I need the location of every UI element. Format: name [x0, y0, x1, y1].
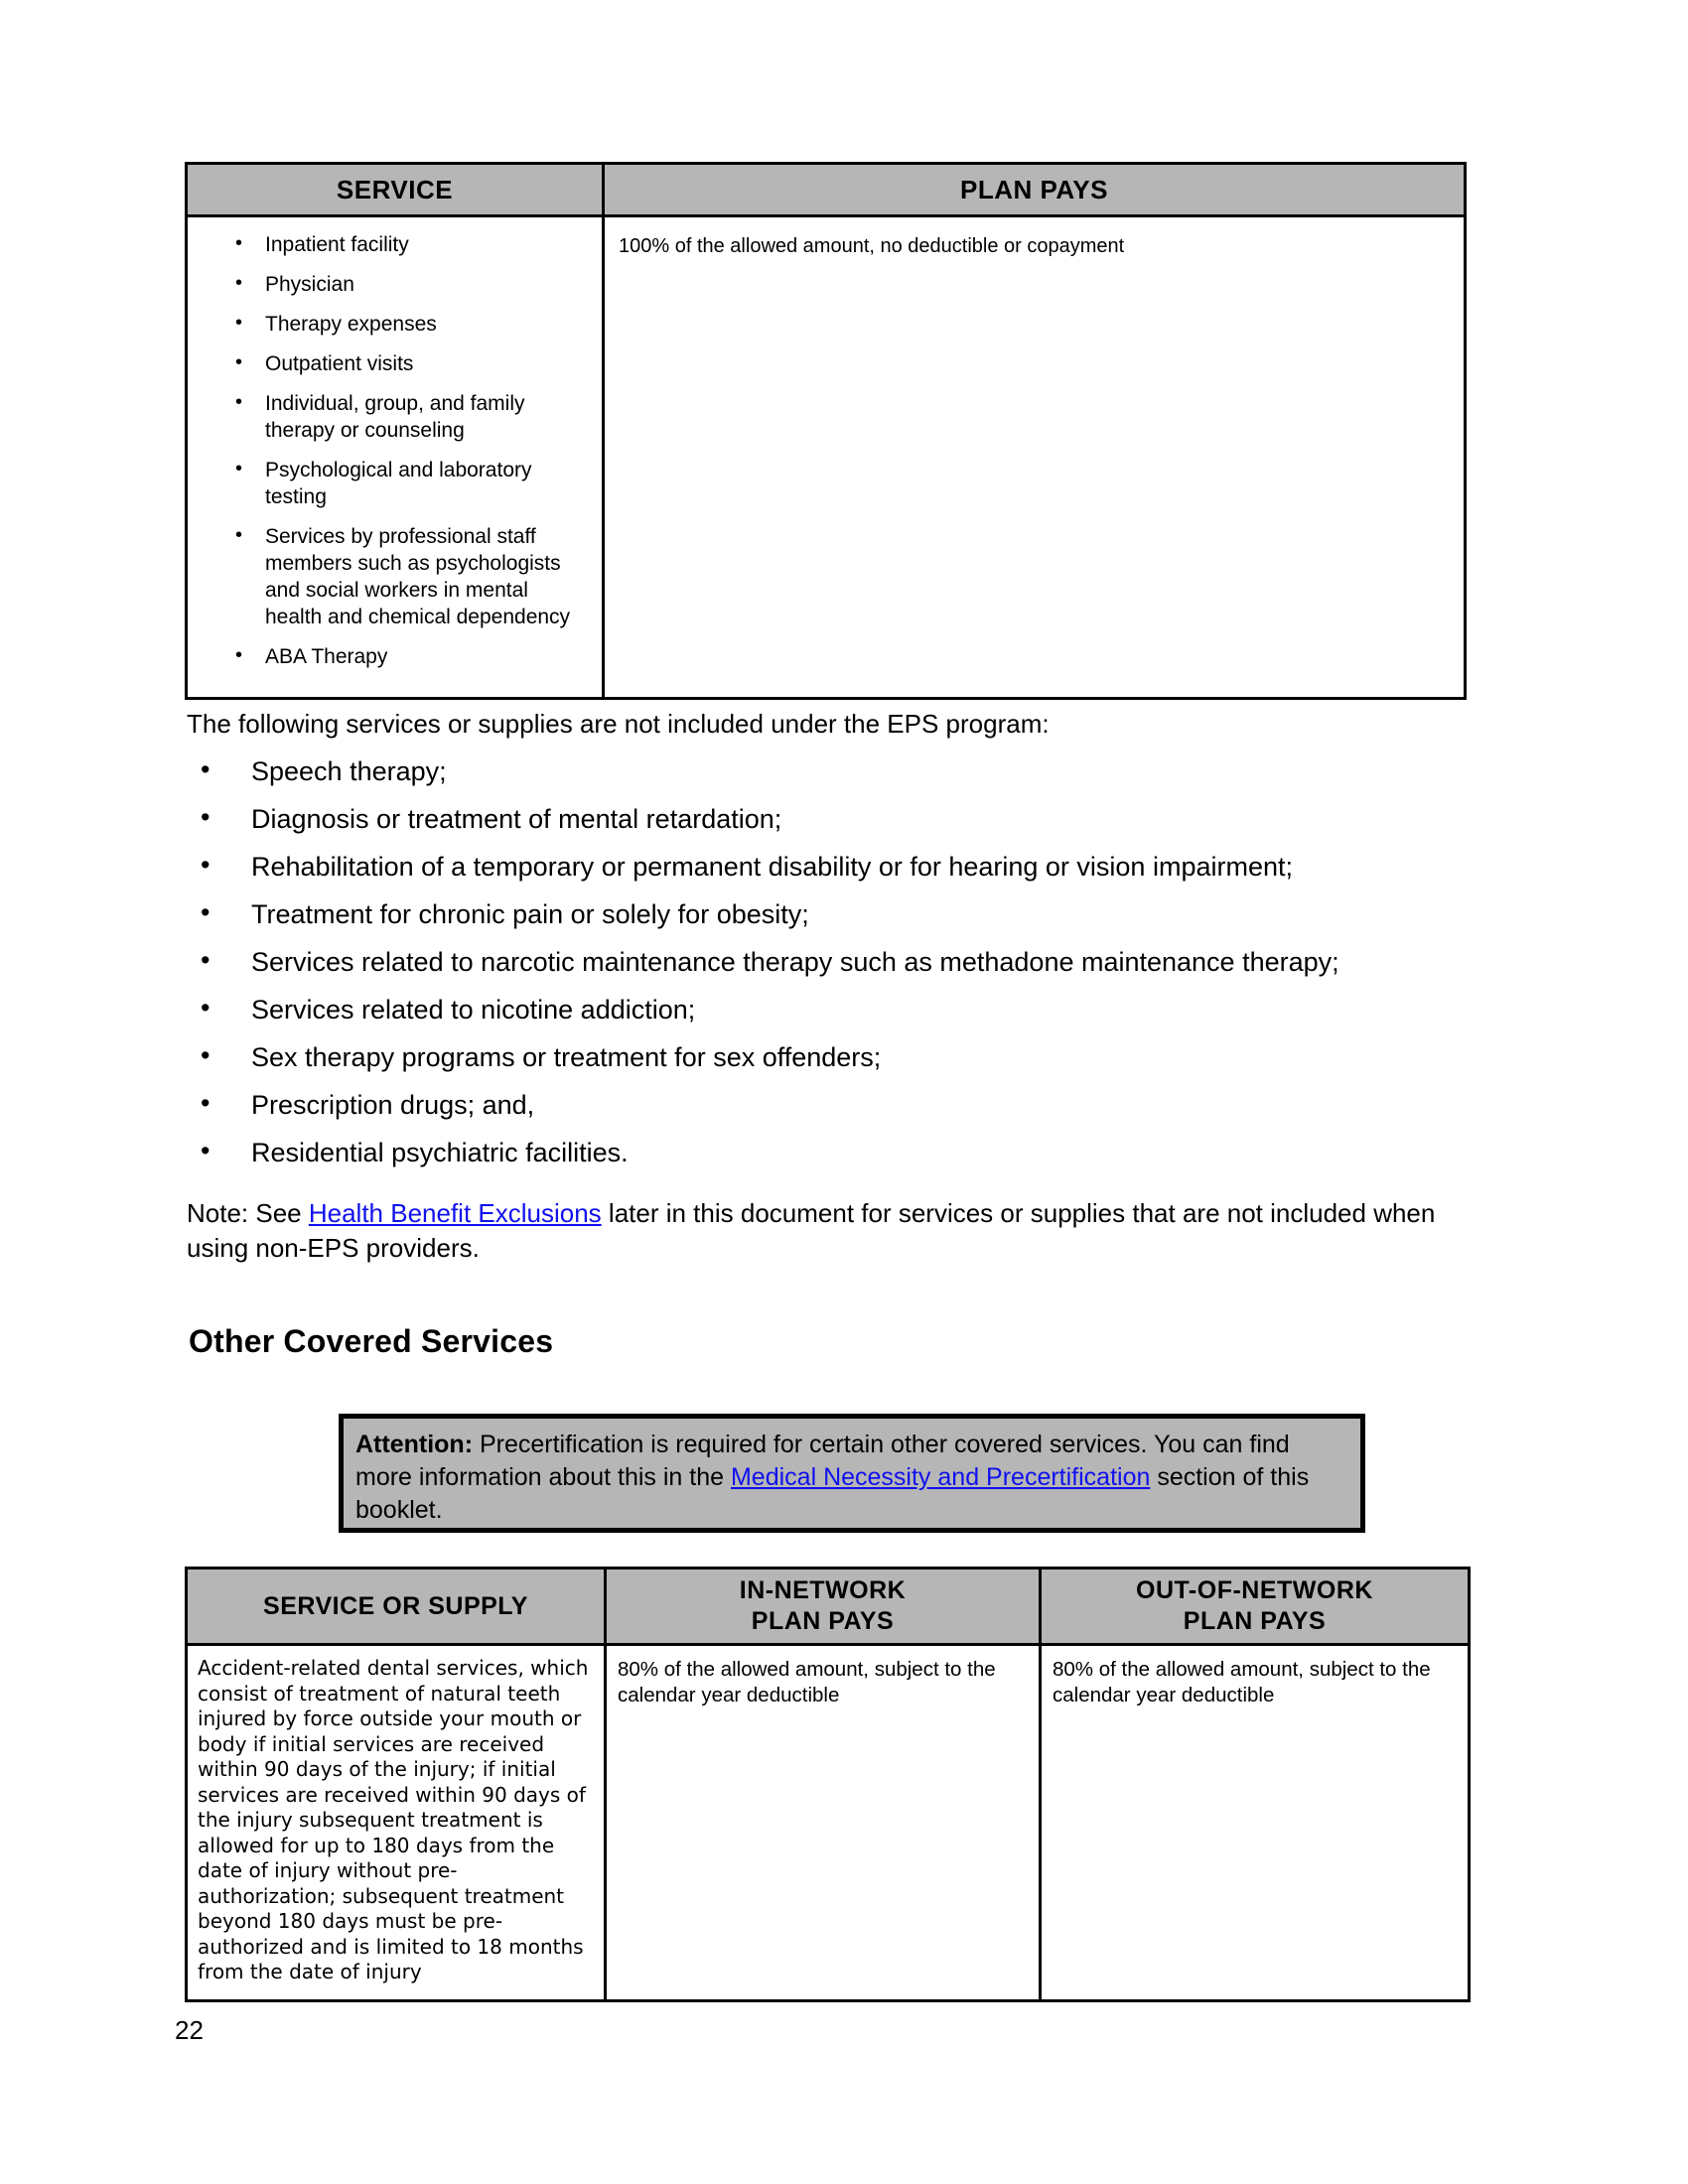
list-item: • Individual, group, and family therapy or counseling: [188, 390, 592, 444]
service-description: Accident-related dental services, which consist of treatment of natural teeth injured by force outside your mouth or body if initial services are received within 90 days of the injury; if initial services are received within 90 days of the injury subsequent treatment is allowed for up to 180 days from the date of injury without pre-authorization; subsequent treatment beyond 180 days must be pre-authorized and is limited to 18 months from the date of injury: [198, 1656, 589, 1983]
health-benefit-exclusions-link[interactable]: Health Benefit Exclusions: [308, 1198, 602, 1228]
cell-out-of-network: [1041, 1645, 1470, 2001]
list-item: • Residential psychiatric facilities.: [187, 1136, 1477, 1169]
list-item: • Prescription drugs; and,: [187, 1088, 1477, 1122]
out-of-network-value: 80% of the allowed amount, subject to the calendar year deductible: [1053, 1658, 1431, 1706]
list-item: • Treatment for chronic pain or solely for obesity;: [187, 897, 1477, 931]
column-header-plan-pays: PLAN PAYS: [604, 164, 1466, 216]
note-text-before-link: Note: See: [187, 1198, 309, 1228]
table-header-row: [187, 164, 1466, 216]
attention-text-after-link: section of this booklet.: [355, 1463, 1310, 1524]
column-header-service-or-supply: SERVICE OR SUPPLY: [187, 1569, 606, 1645]
plan-pays-cell: [604, 216, 1466, 699]
header-line-2: PLAN PAYS: [1183, 1607, 1327, 1635]
service-list-cell: [187, 216, 604, 699]
header-line-1: OUT-OF-NETWORK: [1136, 1576, 1373, 1604]
exclusions-note: [187, 1196, 1463, 1266]
header-line-1: IN-NETWORK: [739, 1576, 907, 1604]
list-item: • Inpatient facility: [188, 231, 592, 258]
in-network-value: 80% of the allowed amount, subject to the calendar year deductible: [618, 1658, 996, 1706]
medical-necessity-precertification-link[interactable]: Medical Necessity and Precertification: [730, 1463, 1151, 1491]
note-text-after-link: later in this document for services or supplies that are not included when using non-EPS providers.: [187, 1198, 1436, 1263]
cell-service-or-supply: [187, 1645, 606, 2001]
attention-text: [344, 1419, 1360, 1527]
list-item: • Speech therapy;: [187, 754, 1477, 788]
table-row: [187, 1645, 1470, 2001]
list-item: • ABA Therapy: [188, 643, 592, 670]
attention-callout-box: [339, 1414, 1365, 1533]
page-title: Other Covered Services: [189, 1323, 554, 1359]
services-plan-pays-table: [185, 162, 1467, 700]
header-line-2: PLAN PAYS: [751, 1607, 895, 1635]
attention-label: Attention:: [355, 1431, 474, 1458]
page-number: 22: [175, 2015, 204, 2045]
other-covered-services-table: [185, 1567, 1471, 2002]
exclusions-bullet-list: [187, 754, 1477, 1183]
column-header-service: SERVICE: [187, 164, 604, 216]
column-header-in-network-plan-pays: [606, 1569, 1041, 1645]
list-item: • Sex therapy programs or treatment for sex offenders;: [187, 1040, 1477, 1074]
plan-pays-value: 100% of the allowed amount, no deductible or copayment: [619, 235, 1125, 257]
list-item: • Rehabilitation of a temporary or permanent disability or for hearing or vision impairment;: [187, 850, 1477, 884]
list-item: • Services related to nicotine addiction;: [187, 993, 1477, 1026]
list-item: • Psychological and laboratory testing: [188, 457, 592, 510]
table-header-row: [187, 1569, 1470, 1645]
column-header-out-of-network-plan-pays: [1041, 1569, 1470, 1645]
cell-in-network: [606, 1645, 1041, 2001]
table-row: [187, 216, 1466, 699]
list-item: • Outpatient visits: [188, 350, 592, 377]
list-item: • Therapy expenses: [188, 311, 592, 338]
list-item: • Services by professional staff members such as psychologists and social workers in mental health and chemical dependency: [188, 523, 592, 630]
list-item: • Diagnosis or treatment of mental retardation;: [187, 802, 1477, 836]
service-bullet-list: [188, 217, 602, 697]
list-item: • Physician: [188, 271, 592, 298]
exclusions-lead-in: The following services or supplies are not included under the EPS program:: [187, 709, 1050, 739]
attention-text-before-link: Precertification is required for certain other covered services. You can find more information about this in the: [355, 1431, 1290, 1491]
list-item: • Services related to narcotic maintenance therapy such as methadone maintenance therapy;: [187, 945, 1477, 979]
